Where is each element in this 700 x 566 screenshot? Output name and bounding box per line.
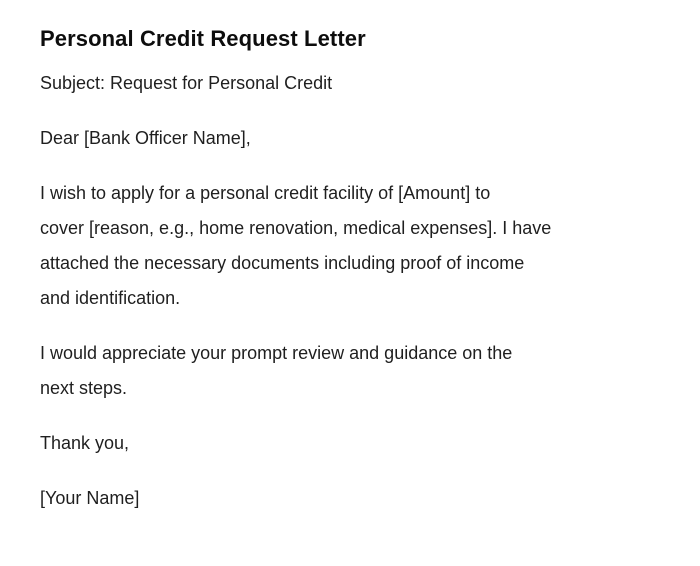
body-paragraph-followup <box>40 336 655 406</box>
body-line: I would appreciate your prompt review and guidance on the <box>40 343 513 363</box>
body-line: I wish to apply for a personal credit facility of [Amount] to <box>40 183 491 203</box>
body-line: cover [reason, e.g., home renovation, medical expenses]. I have <box>40 218 552 238</box>
body-line: next steps. <box>40 378 128 398</box>
salutation: Dear [Bank Officer Name], <box>40 128 251 148</box>
subject-line: Subject: Request for Personal Credit <box>40 73 333 93</box>
closing: Thank you, <box>40 433 130 453</box>
body-paragraph-request <box>40 176 655 316</box>
body-line: and identification. <box>40 288 181 308</box>
letter-title: Personal Credit Request Letter <box>40 26 366 51</box>
body-line: attached the necessary documents including proof of income <box>40 253 525 273</box>
signature-placeholder: [Your Name] <box>40 488 140 508</box>
